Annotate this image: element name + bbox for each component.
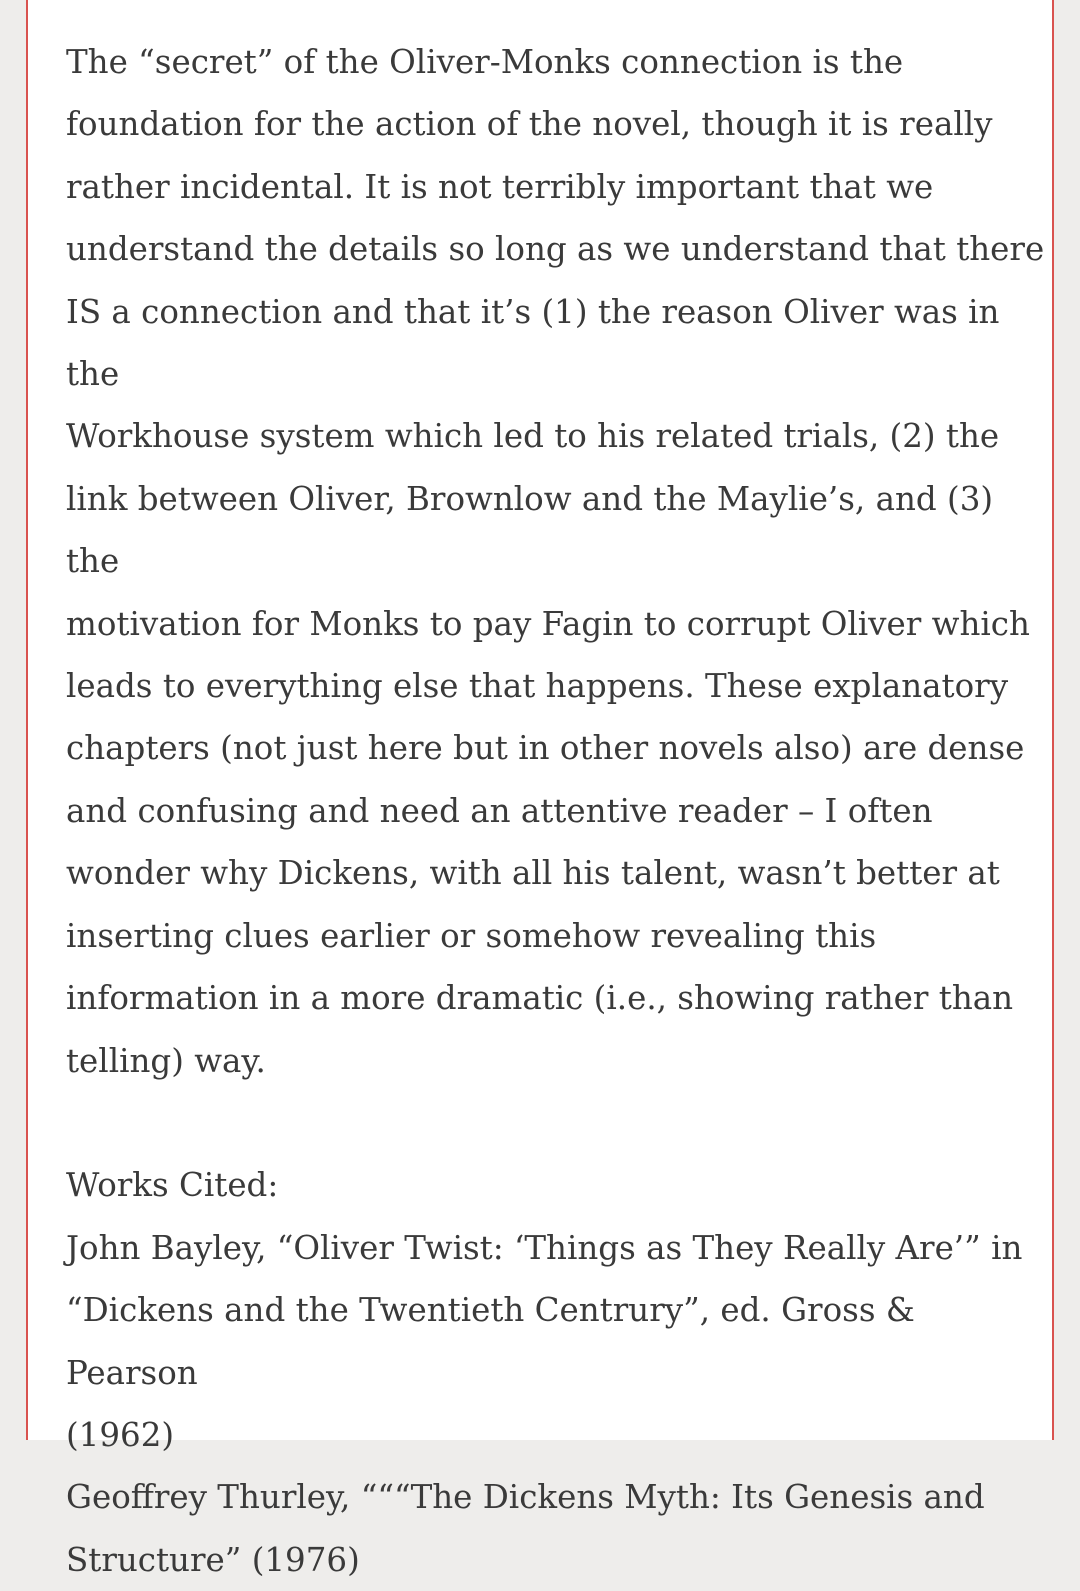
paragraph-spacer (66, 1092, 1056, 1154)
article-card (26, 0, 1054, 1579)
works-cited-entry-bayley: John Bayley, “Oliver Twist: ‘Things as They Really Are’” in “Dickens and the Twentieth Centrury”, ed. Gross & Pearson (1962) (66, 1228, 1023, 1454)
works-cited-entry-thurley: Geoffrey Thurley, “““The Dickens Myth: Its Genesis and Structure” (1976) (66, 1478, 985, 1579)
works-cited-heading: Works Cited: (66, 1166, 279, 1205)
body-paragraph: The “secret” of the Oliver-Monks connection is the foundation for the action of the novel, though it is really rather incidental. It is not terribly important that we understand the details so long as we understand that there IS a connection and that it’s (1) the reason Oliver was in the Workhouse system which led to his related trials, (2) the link between Oliver, Brownlow and the Maylie’s, and (3) the motivation for Monks to pay Fagin to corrupt Oliver which leads to everything else that happens. These explanatory chapters (not just here but in other novels also) are dense and confusing and need an attentive reader – I often wonder why Dickens, with all his talent, wasn’t better at inserting clues earlier or somehow revealing this information in a more dramatic (i.e., showing rather than telling) way. (66, 43, 1045, 1080)
article-content (66, 31, 1056, 1591)
